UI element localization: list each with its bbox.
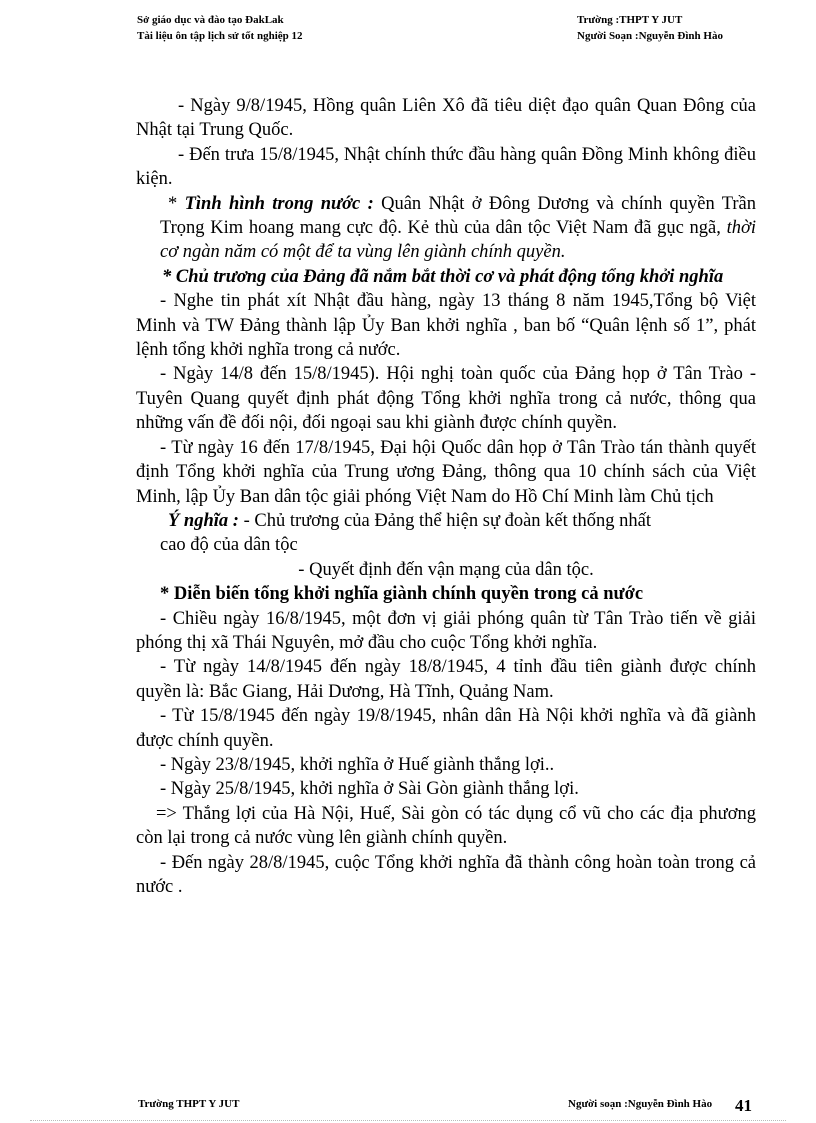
bullet-star: * <box>168 193 185 214</box>
significance-line-2: cao độ của dân tộc <box>160 535 298 556</box>
document-body <box>136 94 756 899</box>
domestic-situation-italic: thời cơ ngàn năm có một để ta vùng lên giành chính quyền. <box>160 218 756 263</box>
header-author: Người Soạn :Nguyễn Đình Hào <box>577 30 723 42</box>
paragraph-domestic-situation <box>136 192 756 265</box>
header-document-title: Tài liệu ôn tập lịch sử tốt nghiệp 12 <box>137 30 303 42</box>
page-number: 41 <box>735 1096 752 1115</box>
paragraph-5: - Ngày 14/8 đến 15/8/1945). Hội nghị toàn quốc của Đảng họp ở Tân Trào - Tuyên Quang quyết định phát động Tổng khởi nghĩa trong cả nước, thông qua những vấn đề đối nội, đối ngoại sau khi giành được chính quyền. <box>136 364 756 434</box>
header-left <box>137 12 303 44</box>
heading-uprising-events: * Diễn biến tổng khởi nghĩa giành chính quyền trong cả nước <box>160 584 644 605</box>
header-department: Sở giáo dục và đào tạo ĐakLak <box>137 14 284 26</box>
footer-school: Trường THPT Y JUT <box>138 1098 240 1110</box>
significance-label: Ý nghĩa : <box>168 510 239 531</box>
paragraph-13: - Đến ngày 28/8/1945, cuộc Tổng khởi nghĩa đã thành công hoàn toàn trong cả nước . <box>136 852 756 897</box>
paragraph-12: => Thắng lợi của Hà Nội, Huế, Sài gòn có tác dụng cổ vũ cho các địa phương còn lại trong cả nước vùng lên giành chính quyền. <box>136 803 756 849</box>
paragraph-8: - Từ ngày 14/8/1945 đến ngày 18/8/1945, 4 tỉnh đầu tiên giành được chính quyền là: Bắc Giang, Hải Dương, Hà Tĩnh, Quảng Nam. <box>136 657 756 702</box>
significance-line-3: - Quyết định đến vận mạng của dân tộc. <box>298 559 594 580</box>
domestic-situation-label: Tình hình trong nước : <box>184 193 374 214</box>
heading-party-policy: * Chủ trương của Đảng đã nắm bắt thời cơ và phát động tổng khởi nghĩa <box>162 266 724 287</box>
footer-divider <box>30 1120 786 1121</box>
paragraph-10: - Ngày 23/8/1945, khởi nghĩa ở Huế giành thắng lợi.. <box>160 754 555 775</box>
paragraph-4: - Nghe tin phát xít Nhật đầu hàng, ngày 13 tháng 8 năm 1945,Tổng bộ Việt Minh và TW Đảng thành lập Ủy Ban khởi nghĩa , ban bố “Quân lệnh số 1”, phát lệnh tổng khởi nghĩa trong cả nước. <box>136 291 756 361</box>
paragraph-6: - Từ ngày 16 đến 17/8/1945, Đại hội Quốc dân họp ở Tân Trào tán thành quyết định Tổng khởi nghĩa của Trung ương Đảng, thông qua 10 chính sách của Việt Minh, lập Ủy Ban dân tộc giải phóng Việt Nam do Hồ Chí Minh làm Chủ tịch <box>136 437 756 507</box>
significance-line <box>136 509 756 533</box>
domestic-situation-text: Quân Nhật ở Đông Dương và chính quyền Trần Trọng Kim hoang mang cực độ. Kẻ thù của dân tộc Việt Nam đã gục ngã, <box>160 193 757 239</box>
paragraph-11: - Ngày 25/8/1945, khởi nghĩa ở Sài Gòn giành thắng lợi. <box>160 779 579 800</box>
header-right <box>577 12 723 44</box>
paragraph-9: - Từ 15/8/1945 đến ngày 19/8/1945, nhân dân Hà Nội khởi nghĩa và đã giành được chính quyền. <box>136 706 756 751</box>
footer-author: Người soạn :Nguyễn Đình Hào <box>568 1098 713 1110</box>
header-school: Trường :THPT Y JUT <box>577 14 683 26</box>
paragraph-7: - Chiều ngày 16/8/1945, một đơn vị giải phóng quân từ Tân Trào tiến về giải phóng thị xã Thái Nguyên, mở đầu cho cuộc Tổng khởi nghĩa. <box>136 608 756 653</box>
significance-text-1: - Chủ trương của Đảng thể hiện sự đoàn kết thống nhất <box>238 510 652 531</box>
paragraph-2: - Đến trưa 15/8/1945, Nhật chính thức đầu hàng quân Đồng Minh không điều kiện. <box>136 144 756 190</box>
paragraph-1: - Ngày 9/8/1945, Hồng quân Liên Xô đã tiêu diệt đạo quân Quan Đông của Nhật tại Trung Quốc. <box>136 96 756 141</box>
